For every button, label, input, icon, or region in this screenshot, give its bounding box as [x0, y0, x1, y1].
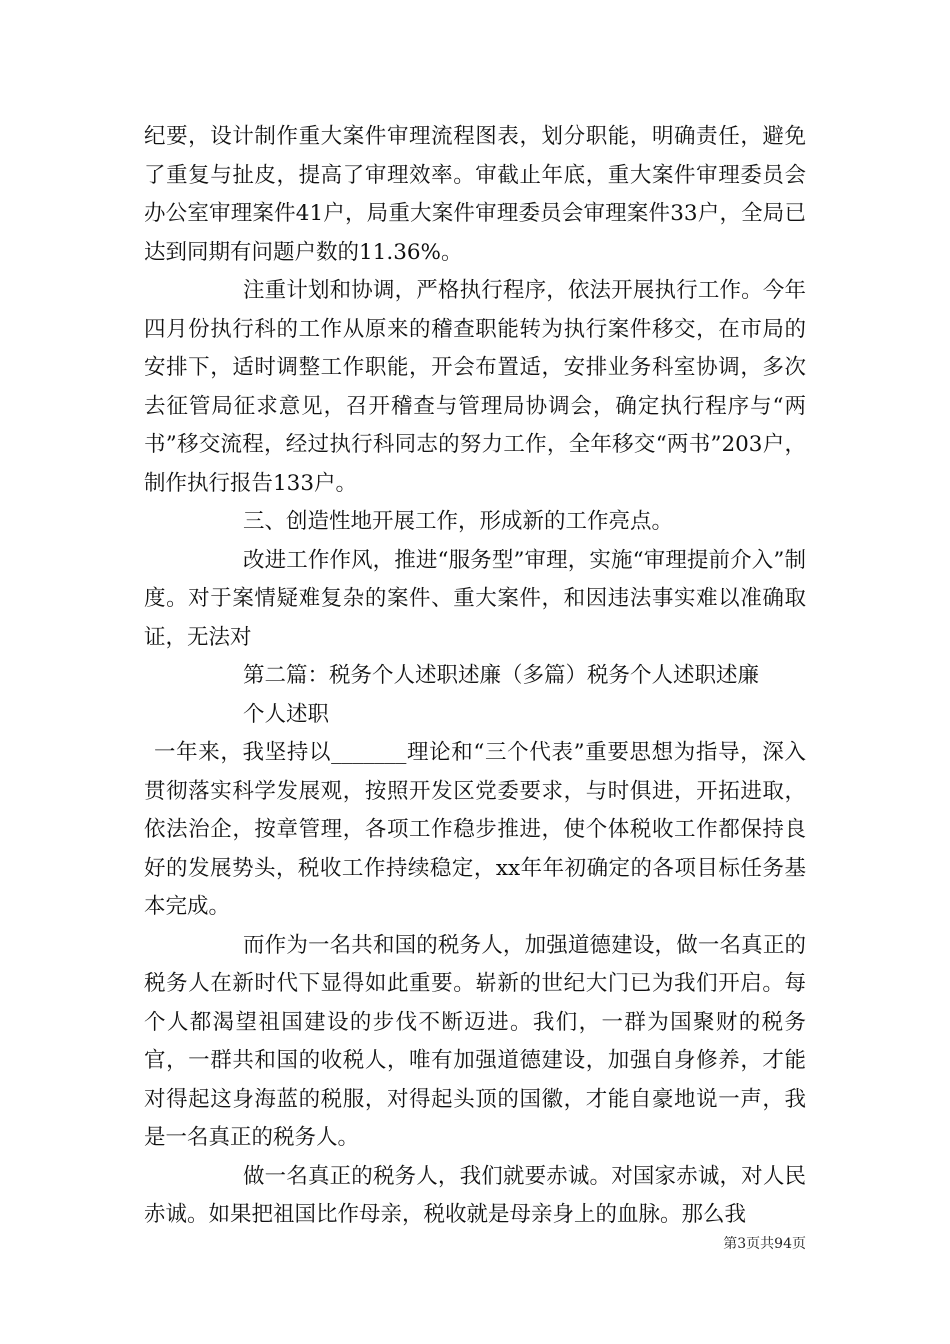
page-number-footer: 第3页共94页 — [723, 1236, 806, 1252]
document-body — [144, 118, 806, 1235]
paragraph-sincerity: 做一名真正的税务人，我们就要赤诚。对国家赤诚，对人民赤诚。如果把祖国比作母亲，税收就是母亲身上的血脉。那么我 — [144, 1163, 806, 1227]
chapter-title-second: 第二篇：税务个人述职述廉（多篇）税务个人述职述廉 — [243, 663, 760, 688]
paragraph-execution-work: 注重计划和协调，严格执行程序，依法开展执行工作。今年四月份执行科的工作从原来的稽查职能转为执行案件移交，在市局的安排下，适时调整工作职能，开会布置适，安排业务科室协调，多次去征管局征求意见，召开稽查与管理局协调会，确定执行程序与“两书”移交流程，经过执行科同志的努力工作，全年移交“两书”203户，制作执行报告133户。 — [144, 278, 806, 496]
subtitle-personal-report: 个人述职 — [243, 701, 330, 727]
paragraph-service-review: 改进工作作风，推进“服务型”审理，实施“审理提前介入”制度。对于案情疑难复杂的案件、重大案件，和因违法事实难以准确取证，无法对 — [144, 547, 806, 650]
paragraph-year-review: 一年来，我坚持以_______理论和“三个代表”重要思想为指导，深入贯彻落实科学发展观，按照开发区党委要求，与时俱进，开拓进取，依法治企，按章管理，各项工作稳步推进，使个体税收工作都保持良好的发展势头，税收工作持续稳定，xx年年初确定的各项目标任务基本完成。 — [144, 740, 806, 919]
paragraph-moral-building: 而作为一名共和国的税务人，加强道德建设，做一名真正的税务人在新时代下显得如此重要。崭新的世纪大门已为我们开启。每个人都渴望祖国建设的步伐不断迈进。我们，一群为国聚财的税务官，一群共和国的收税人，唯有加强道德建设，加强自身修养，才能对得起这身海蓝的税服，对得起头顶的国徽，才能自豪地说一声，我是一名真正的税务人。 — [144, 932, 806, 1150]
section-heading-three: 三、创造性地开展工作，形成新的工作亮点。 — [243, 509, 674, 534]
paragraph-review-summary: 纪要，设计制作重大案件审理流程图表，划分职能，明确责任，避免了重复与扯皮，提高了审理效率。审截止年底，重大案件审理委员会办公室审理案件41户，局重大案件审理委员会审理案件33户，全局已达到同期有问题户数的11.36%。 — [144, 124, 806, 265]
